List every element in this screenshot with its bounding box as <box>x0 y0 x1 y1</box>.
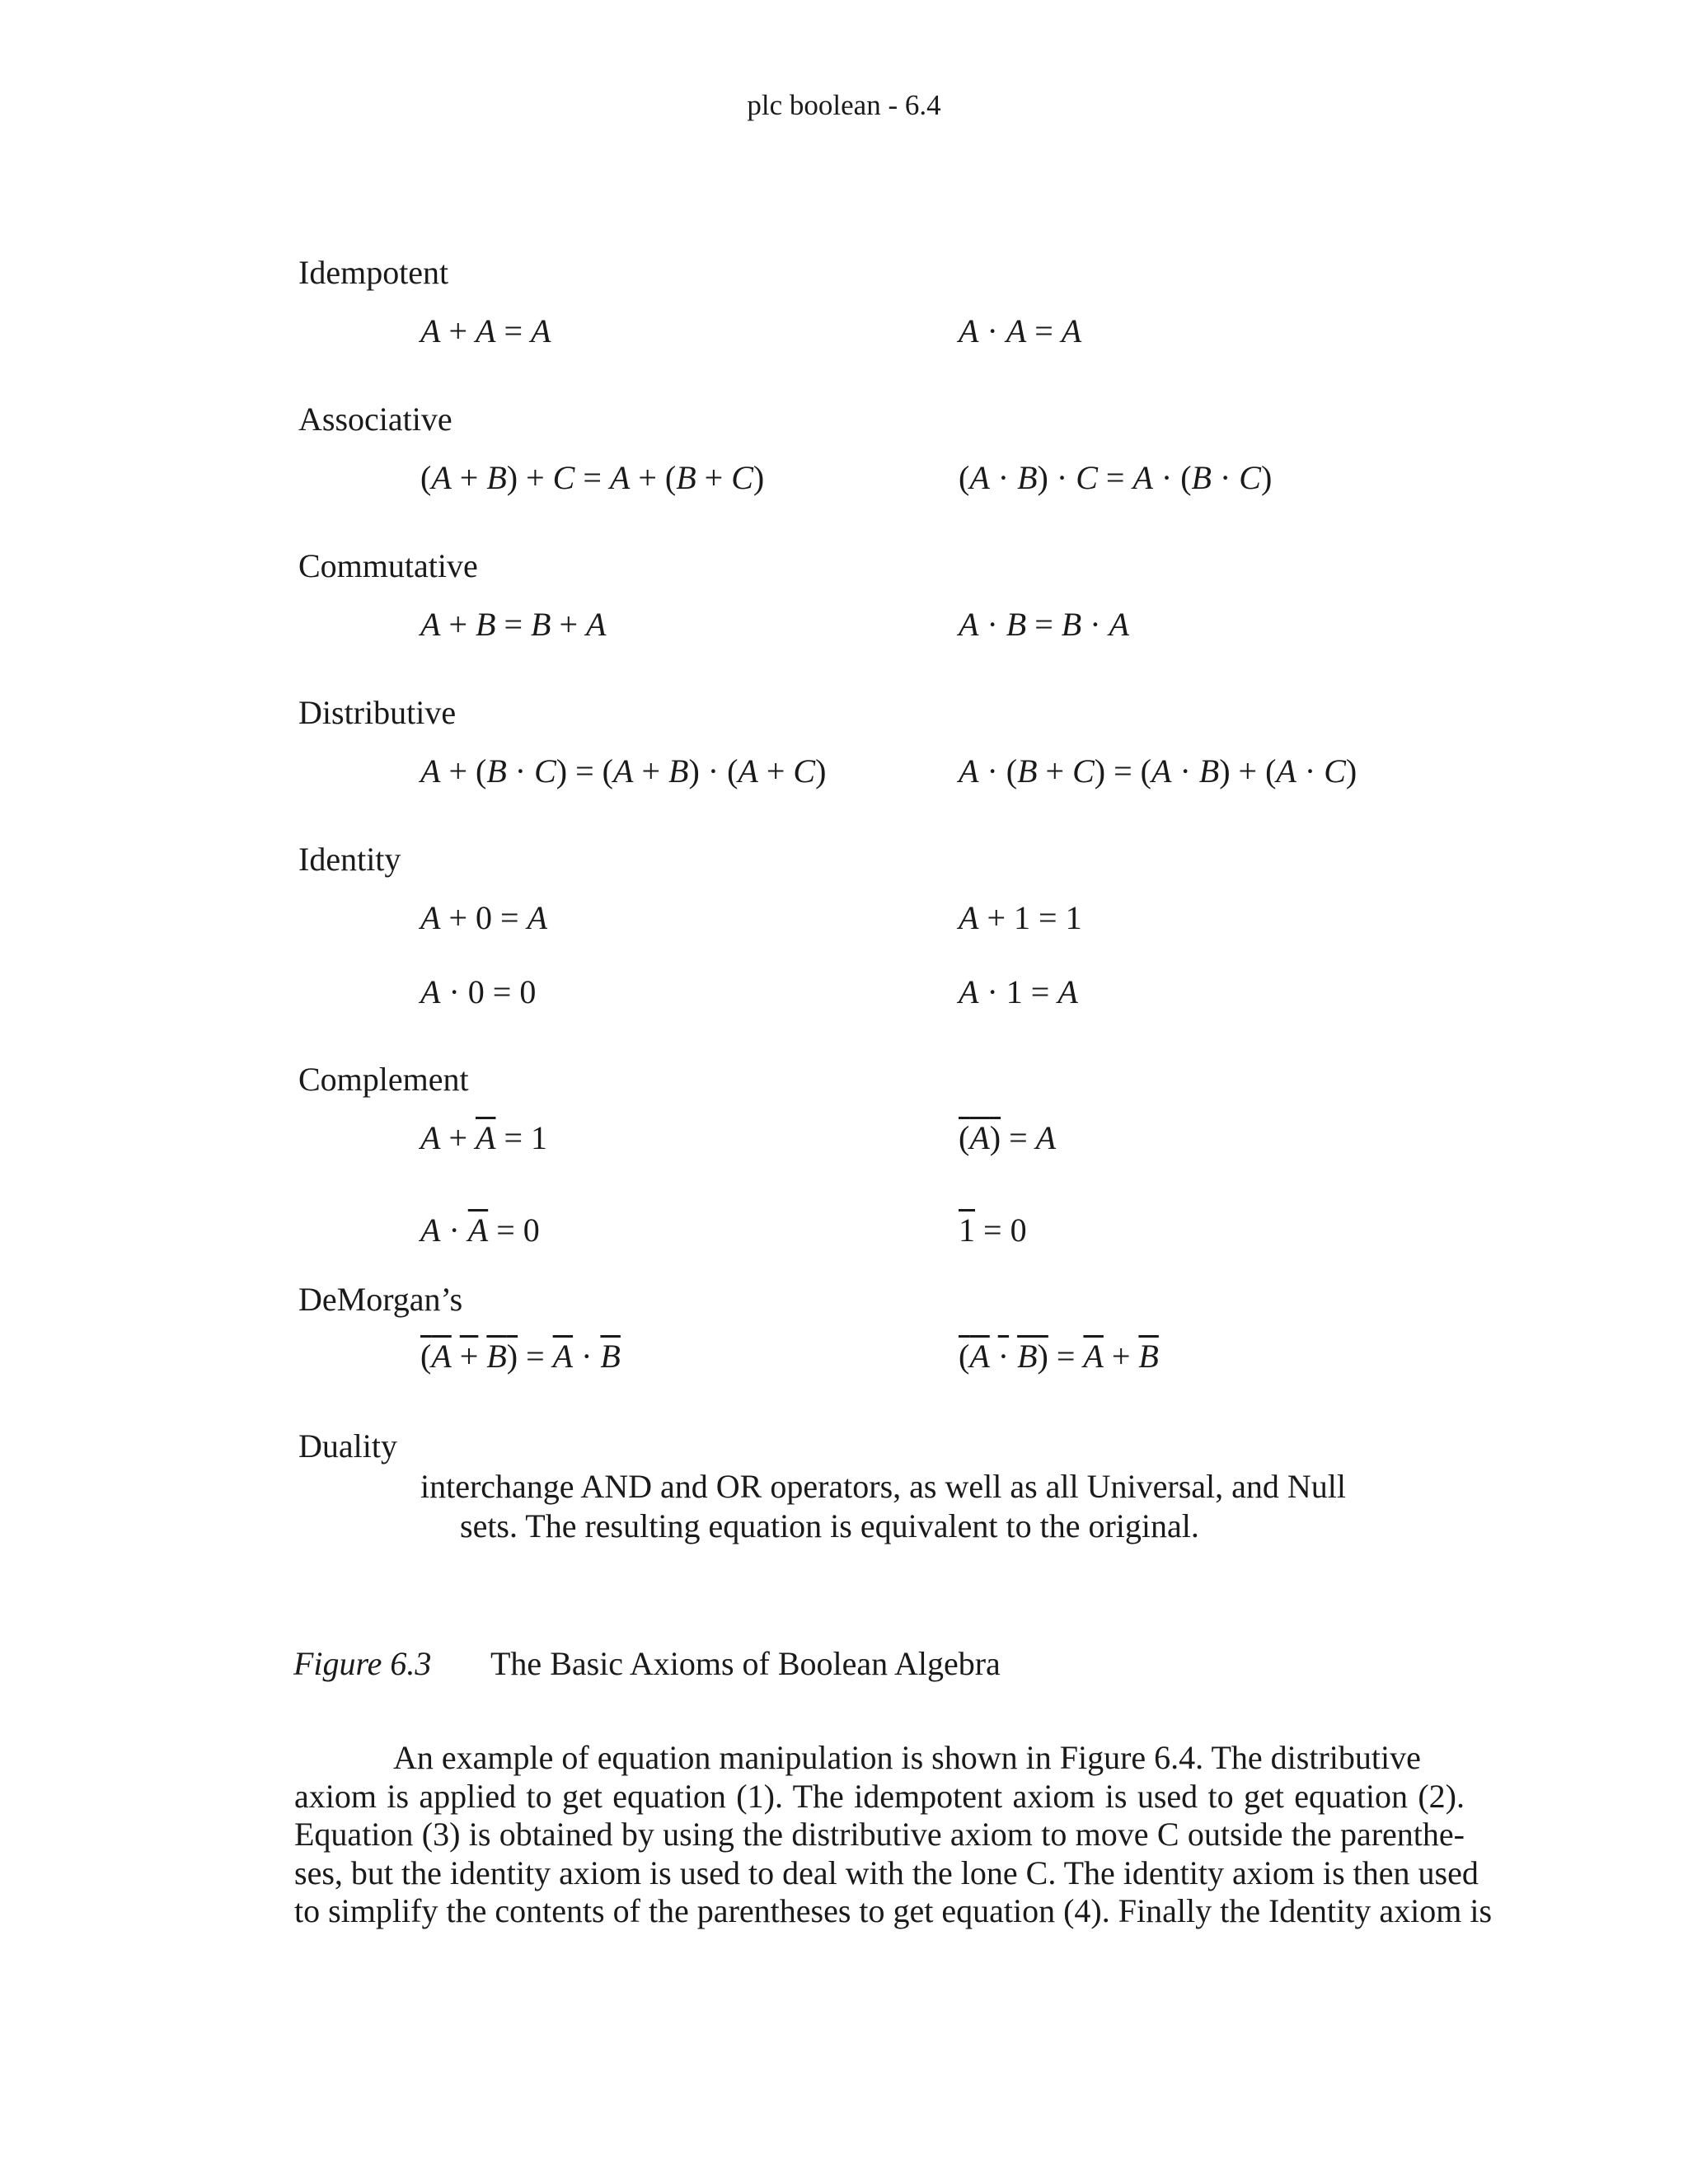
equation-distributive-and: A · (B + C) = (A · B) + (A · C) <box>959 752 1357 790</box>
equation-distributive-or: A + (B · C) = (A + B) · (A + C) <box>420 752 827 790</box>
equation-demorgan-and: $(A \cdot B) = \overline{A} + \overline{B}$ <box>959 1338 1159 1375</box>
equation-complement-or: $A + \overline{A} = 1$ <box>420 1119 547 1156</box>
equation-commutative-or: A + B = B + A <box>420 606 607 643</box>
paragraph-line: ses, but the identity axiom is used to deal with the lone C. The identity axiom is then used <box>294 1854 1479 1891</box>
equation-commutative-and: A · B = B · A <box>959 606 1129 643</box>
body-paragraph <box>294 1739 1493 1931</box>
section-label-idempotent: Idempotent <box>298 254 449 291</box>
equation-idempotent-or: A + A = A <box>420 312 551 349</box>
figure-title: The Basic Axioms of Boolean Algebra <box>490 1645 1001 1682</box>
equation-identity-or-one: A + 1 = 1 <box>959 899 1082 936</box>
equation-complement-one: 1 = 0 <box>959 1212 1027 1249</box>
duality-description <box>420 1467 1409 1546</box>
equation-identity-and-one: A · 1 = A <box>959 973 1078 1010</box>
section-label-commutative: Commutative <box>298 547 478 584</box>
equation-associative-and: (A · B) · C = A · (B · C) <box>959 459 1273 496</box>
duality-line-2: sets. The resulting equation is equivalent to the original. <box>460 1507 1199 1544</box>
equation-complement-involution: (A) = A <box>959 1119 1057 1156</box>
equation-associative-or: (A + B) + C = A + (B + C) <box>420 459 765 496</box>
paragraph-line: axiom is applied to get equation (1). The idempotent axiom is used to get equation (2). <box>294 1777 1465 1815</box>
section-label-demorgan: DeMorgan’s <box>298 1281 463 1318</box>
section-label-duality: Duality <box>298 1427 397 1465</box>
paragraph-line: Equation (3) is obtained by using the distributive axiom to move C outside the parenthe- <box>294 1816 1465 1853</box>
section-label-distributive: Distributive <box>298 694 457 731</box>
page-header: plc boolean - 6.4 <box>747 89 941 121</box>
figure-label: Figure 6.3 <box>293 1645 432 1682</box>
section-label-identity: Identity <box>298 841 401 878</box>
equation-identity-and-zero: A · 0 = 0 <box>420 973 537 1010</box>
equation-idempotent-and: A · A = A <box>959 312 1082 349</box>
paragraph-line: An example of equation manipulation is shown in Figure 6.4. The distributive <box>393 1739 1421 1776</box>
equation-identity-or-zero: A + 0 = A <box>420 899 547 936</box>
paragraph-line: to simplify the contents of the parentheses to get equation (4). Finally the Identity axiom is <box>294 1892 1493 1929</box>
section-label-complement: Complement <box>298 1061 469 1098</box>
equation-complement-and: $A \cdot \overline{A} = 0$ <box>420 1212 540 1249</box>
duality-line-1: interchange AND and OR operators, as well as all Universal, and Null <box>420 1468 1347 1505</box>
equation-demorgan-or: $(A + B) = \overline{A} \cdot \overline{B}$ <box>420 1338 621 1375</box>
section-label-associative: Associative <box>298 401 452 438</box>
